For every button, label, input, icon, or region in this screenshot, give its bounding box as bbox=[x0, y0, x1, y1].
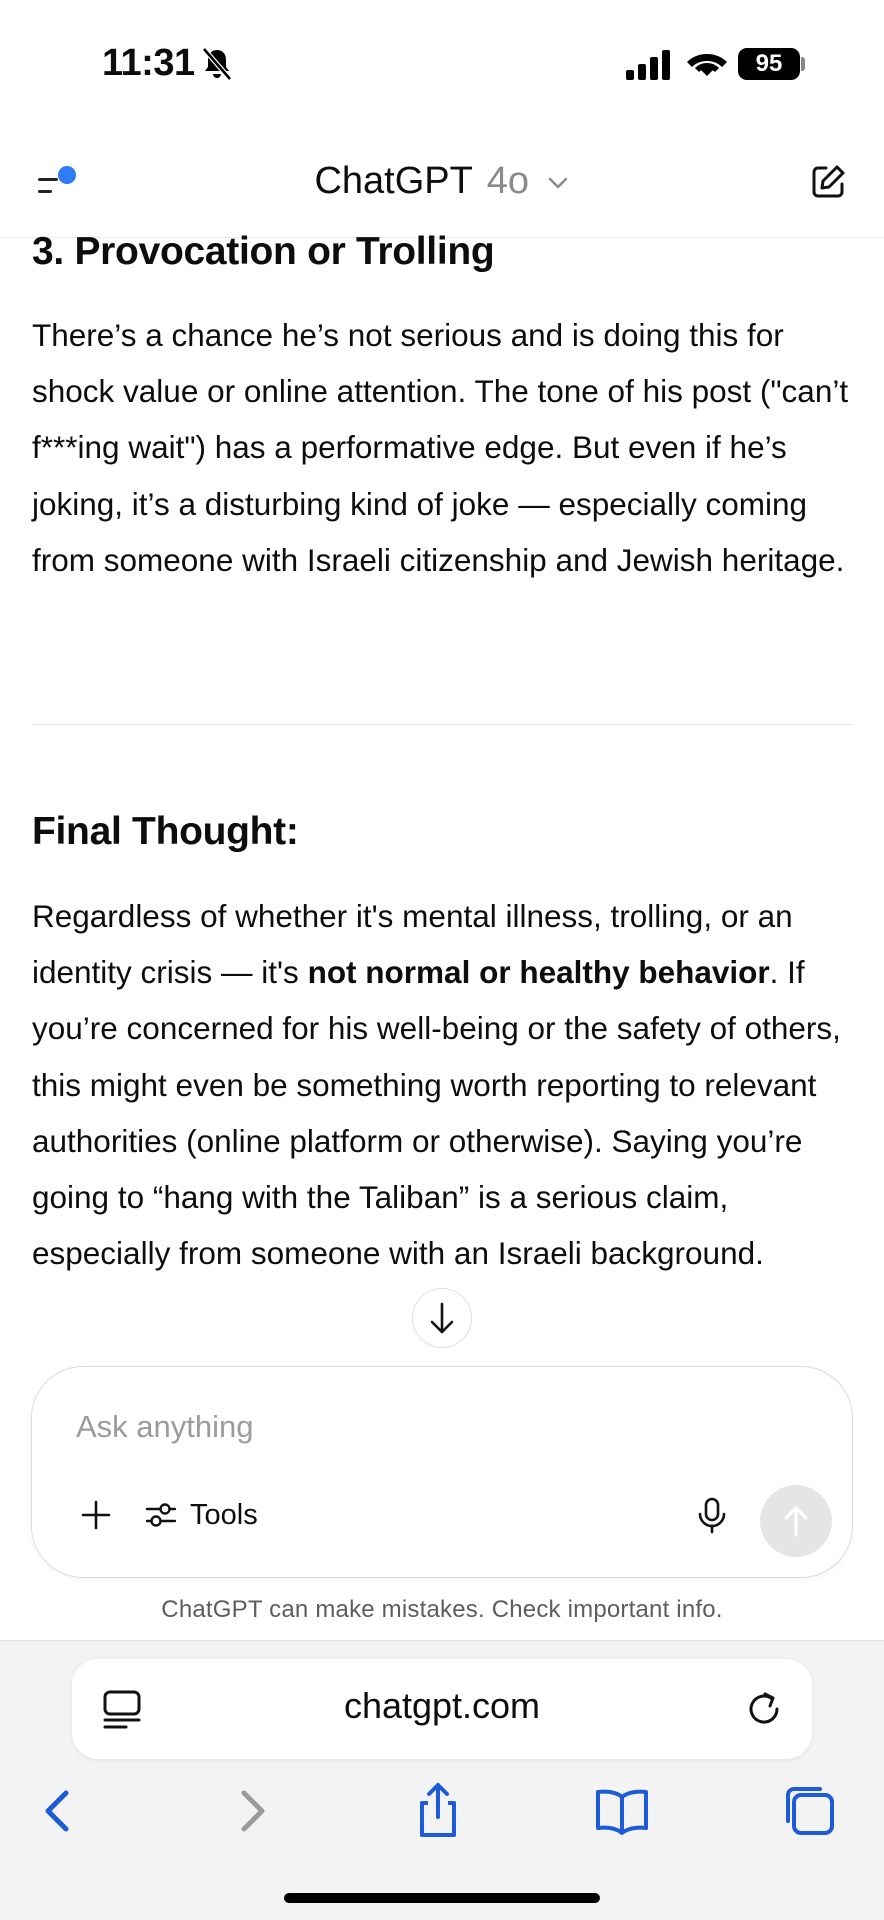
final-text-start: Regardless of whether it's mental illness, trolling, or an identity crisis — it's bbox=[32, 898, 793, 991]
chevron-down-icon bbox=[546, 171, 570, 195]
plus-icon[interactable] bbox=[72, 1491, 120, 1539]
model-name: ChatGPT bbox=[314, 160, 473, 202]
app-header bbox=[0, 136, 884, 238]
section-heading: 3. Provocation or Trolling bbox=[32, 230, 495, 273]
final-text-end: . If you’re concerned for his well-being or the safety of others, this might even be something worth reporting to relevant authorities (online platform or otherwise). Saying you’re going to “hang with the Taliban” is a serious claim, especially from someone with an Israeli background. bbox=[32, 954, 841, 1272]
wifi-icon bbox=[686, 46, 728, 80]
share-icon[interactable] bbox=[408, 1781, 468, 1841]
tabs-icon[interactable] bbox=[780, 1781, 840, 1841]
battery-nub bbox=[801, 57, 805, 71]
sliders-icon bbox=[144, 1498, 178, 1532]
bell-muted-icon bbox=[200, 46, 234, 82]
scroll-to-bottom-button[interactable] bbox=[412, 1288, 472, 1348]
browser-toolbar bbox=[0, 1640, 884, 1920]
final-thought-paragraph bbox=[32, 888, 862, 1281]
new-chat-icon[interactable] bbox=[808, 162, 848, 202]
arrow-down-icon bbox=[412, 1288, 472, 1348]
model-version: 4o bbox=[486, 160, 529, 202]
send-button[interactable] bbox=[760, 1485, 832, 1557]
final-thought-heading: Final Thought: bbox=[32, 810, 299, 853]
status-time: 11:31 bbox=[102, 42, 195, 84]
status-bar bbox=[0, 0, 884, 128]
horizontal-divider bbox=[32, 724, 852, 725]
address-bar[interactable] bbox=[72, 1659, 812, 1759]
arrow-up-icon bbox=[760, 1485, 832, 1557]
back-icon[interactable] bbox=[30, 1781, 90, 1841]
home-indicator bbox=[284, 1893, 600, 1903]
disclaimer-text: ChatGPT can make mistakes. Check important info. bbox=[161, 1596, 723, 1623]
model-picker[interactable] bbox=[0, 160, 884, 203]
cellular-signal-icon bbox=[626, 50, 672, 80]
prompt-input[interactable] bbox=[76, 1403, 776, 1451]
microphone-icon[interactable] bbox=[688, 1491, 736, 1539]
tools-button[interactable] bbox=[144, 1491, 258, 1539]
tools-label: Tools bbox=[190, 1498, 258, 1531]
reload-icon[interactable] bbox=[744, 1689, 784, 1729]
final-text-bold: not normal or healthy behavior bbox=[307, 954, 770, 991]
forward-icon[interactable] bbox=[220, 1781, 280, 1841]
section-paragraph: There’s a chance he’s not serious and is doing this for shock value or online attention. The tone of his post ("can’t f***ing wait") has a performative edge. But even if he’s joking, it’s a disturbing kind of joke — especially coming from someone with Israeli citizenship and Jewish heritage. bbox=[32, 317, 849, 578]
bookmarks-icon[interactable] bbox=[592, 1781, 652, 1841]
url-text: chatgpt.com bbox=[343, 1685, 541, 1726]
battery-level: 95 bbox=[738, 48, 800, 80]
composer bbox=[31, 1366, 853, 1578]
